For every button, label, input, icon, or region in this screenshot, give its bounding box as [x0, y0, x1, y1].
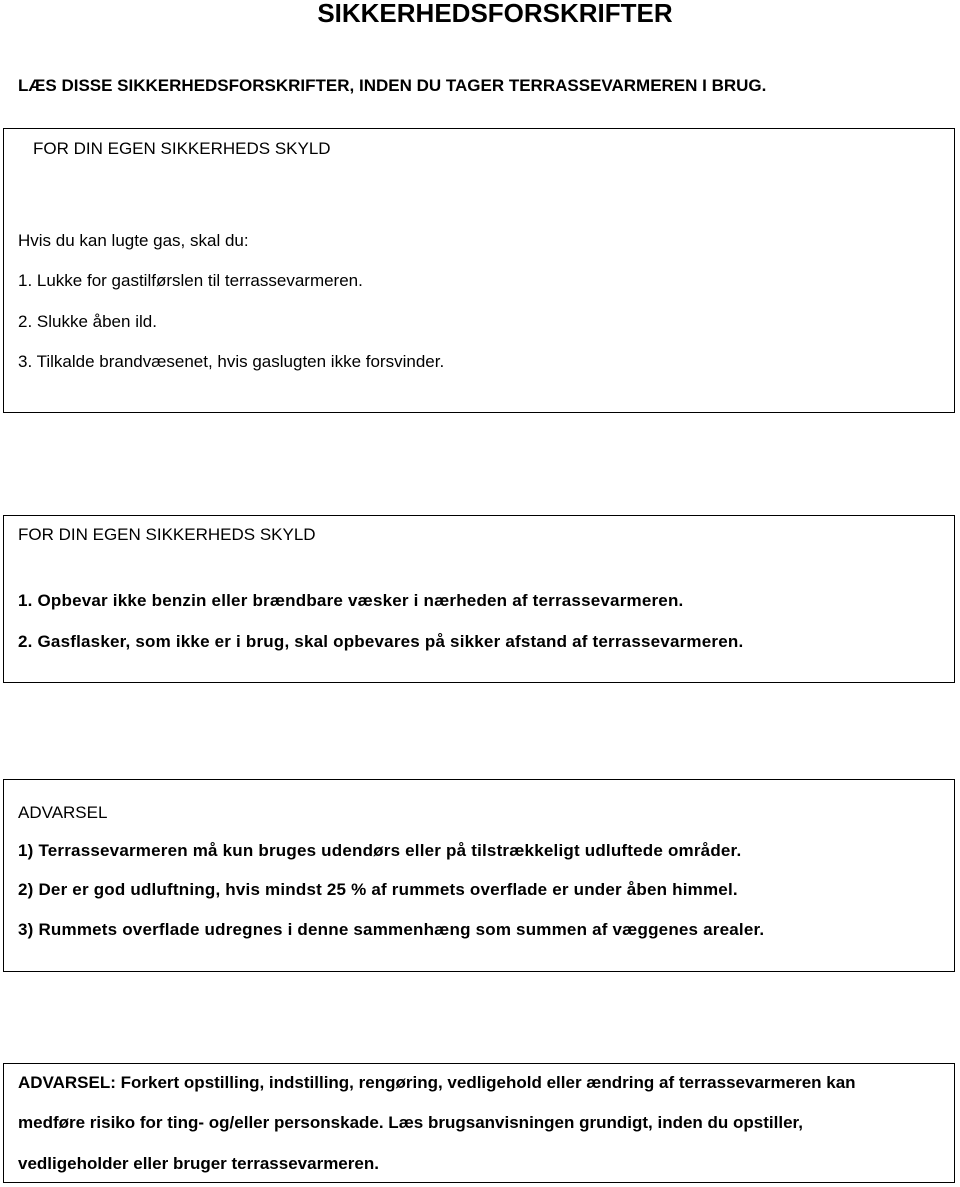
box1-item-2: 2. Slukke åben ild. — [18, 312, 157, 331]
installation-warning-box — [3, 1063, 955, 1183]
box3-item-3: 3) Rummets overflade udregnes i denne sammenhæng som summen af væggenes arealer. — [18, 920, 765, 939]
box1-item-3: 3. Tilkalde brandvæsenet, hvis gaslugten ikke forsvinder. — [18, 352, 445, 371]
ventilation-warning-box — [3, 779, 955, 972]
box4-line-2: medføre risiko for ting- og/eller personskade. Læs brugsanvisningen grundigt, inden du opstiller, — [18, 1113, 803, 1132]
box1-item-1: 1. Lukke for gastilførslen til terrassevarmeren. — [18, 271, 363, 290]
gas-smell-box — [3, 128, 955, 413]
box2-item-2: 2. Gasflasker, som ikke er i brug, skal opbevares på sikker afstand af terrassevarmeren. — [18, 632, 744, 651]
box2-item-1: 1. Opbevar ikke benzin eller brændbare væsker i nærheden af terrassevarmeren. — [18, 591, 684, 610]
box3-item-2: 2) Der er god udluftning, hvis mindst 25 % af rummets overflade er under åben himmel. — [18, 880, 738, 899]
page-title: SIKKERHEDSFORSKRIFTER — [317, 0, 673, 28]
box4-line-1: ADVARSEL: Forkert opstilling, indstilling, rengøring, vedligehold eller ændring af terrassevarmeren kan — [18, 1073, 856, 1092]
box3-item-1: 1) Terrassevarmeren må kun bruges udendørs eller på tilstrækkeligt udluftede områder. — [18, 841, 742, 860]
box4-line-3: vedligeholder eller bruger terrassevarmeren. — [18, 1154, 379, 1173]
storage-box — [3, 515, 955, 683]
box1-lead: Hvis du kan lugte gas, skal du: — [18, 231, 249, 250]
intro-warning: LÆS DISSE SIKKERHEDSFORSKRIFTER, INDEN DU TAGER TERRASSEVARMEREN I BRUG. — [18, 76, 767, 95]
box3-heading: ADVARSEL — [18, 803, 108, 822]
box2-heading: FOR DIN EGEN SIKKERHEDS SKYLD — [18, 525, 316, 544]
box1-heading: FOR DIN EGEN SIKKERHEDS SKYLD — [33, 139, 331, 158]
